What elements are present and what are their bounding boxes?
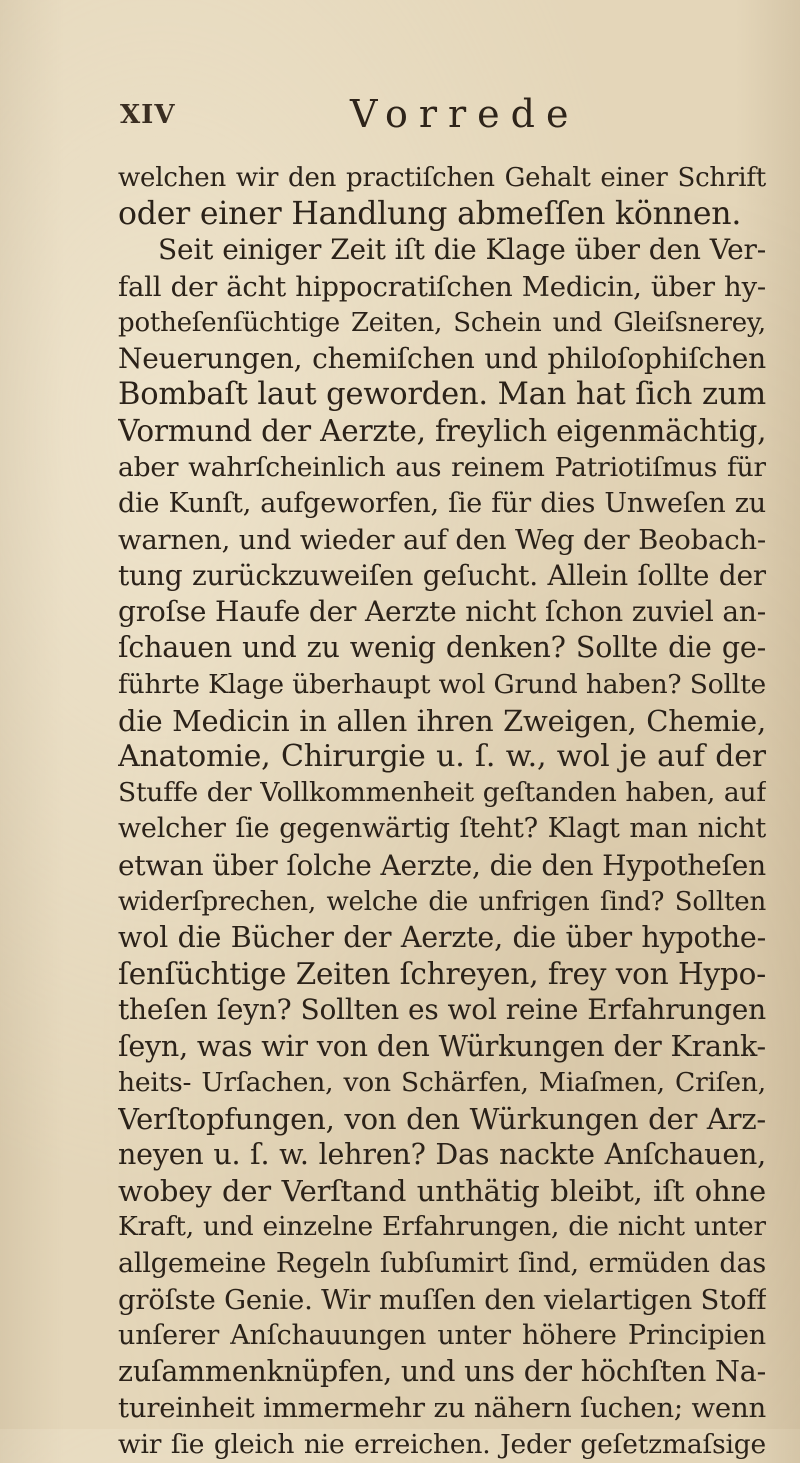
text-line: warnen, und wieder auf den Weg der Beobach- [118, 523, 766, 556]
text-line: Vormund der Aerzte, freylich eigenmächtig, [118, 414, 766, 449]
text-line: die Medicin in allen ihren Zweigen, Chemie, [118, 703, 766, 738]
text-line: Neuerungen, chemiſchen und philoſophiſchen [118, 341, 766, 375]
text-line: unſerer Anſchauungen unter höhere Principien [118, 1320, 766, 1351]
text-line: wol die Bücher der Aerzte, die über hypothe- [118, 920, 766, 954]
text-line: theſen ſeyn? Sollten es wol reine Erfahrungen [118, 993, 766, 1027]
text-line: tureinheit immermehr zu nähern ſuchen; wenn [118, 1392, 766, 1425]
text-line: die Kunſt, aufgeworfen, ſie für dies Unweſen zu [118, 487, 766, 519]
text-line: welcher ſie gegenwärtig ſteht? Klagt man nicht [118, 813, 766, 845]
text-line: groſse Haufe der Aerzte nicht ſchon zuviel an- [118, 595, 766, 629]
running-head [120, 92, 760, 142]
text-line: Stuffe der Vollkommenheit geſtanden haben, auf [118, 777, 766, 809]
text-line: Seit einiger Zeit iſt die Klage über den Ver- [158, 233, 766, 267]
text-line: ſenſüchtige Zeiten ſchreyen, frey von Hypo- [118, 957, 766, 992]
text-line: heits- Urſachen, von Schärfen, Miaſmen, Criſen, [118, 1066, 766, 1098]
text-line: Kraft, und einzelne Erfahrungen, die nicht unter [118, 1211, 766, 1243]
text-line: Verſtopfungen, von den Würkungen der Arz- [118, 1101, 766, 1136]
text-line: Anatomie, Chirurgie u. ſ. w., wol je auf der [118, 739, 766, 774]
text-line: wobey der Verſtand unthätig bleibt, iſt ohne [118, 1174, 766, 1209]
text-line: gröſste Genie. Wir muſſen den vielartigen Stoff [118, 1283, 766, 1316]
text-line: tung zurückzuweiſen geſucht. Allein ſollte der [118, 559, 766, 593]
text-line: etwan über ſolche Aerzte, die den Hypotheſen [118, 848, 766, 882]
text-line: allgemeine Regeln ſubſumirt ſind, ermüden das [118, 1247, 766, 1279]
text-line: wir ſie gleich nie erreichen. Jeder geſetzmaſsige [118, 1428, 766, 1460]
text-line: widerſprechen, welche die unfrigen ſind? Sollten [118, 886, 766, 917]
body-text [118, 160, 766, 1463]
text-line: neyen u. ſ. w. lehren? Das nackte Anſchauen, [118, 1138, 766, 1172]
text-line: führte Klage überhaupt wol Grund haben? Sollte [118, 668, 766, 700]
text-line: Bombaſt laut geworden. Man hat ſich zum [118, 377, 766, 413]
text-line: potheſenſüchtige Zeiten, Schein und Gleiſsnerey, [118, 307, 766, 338]
running-title: Vorrede [350, 92, 580, 136]
text-line: welchen wir den practiſchen Gehalt einer Schrift [118, 163, 766, 193]
text-line: ſchauen und zu wenig denken? Sollte die ge- [118, 631, 766, 665]
page-number: XIV [120, 100, 176, 130]
text-line: oder einer Handlung abmeſſen können. [118, 196, 742, 233]
text-line: zuſammenknüpfen, und uns der höchſten Na- [118, 1355, 766, 1389]
text-line: aber wahrſcheinlich aus reinem Patriotiſmus für [118, 451, 766, 483]
text-line: ſeyn, was wir von den Würkungen der Krank- [118, 1029, 766, 1063]
text-line: fall der ächt hippocratiſchen Medicin, über hy- [118, 270, 766, 303]
